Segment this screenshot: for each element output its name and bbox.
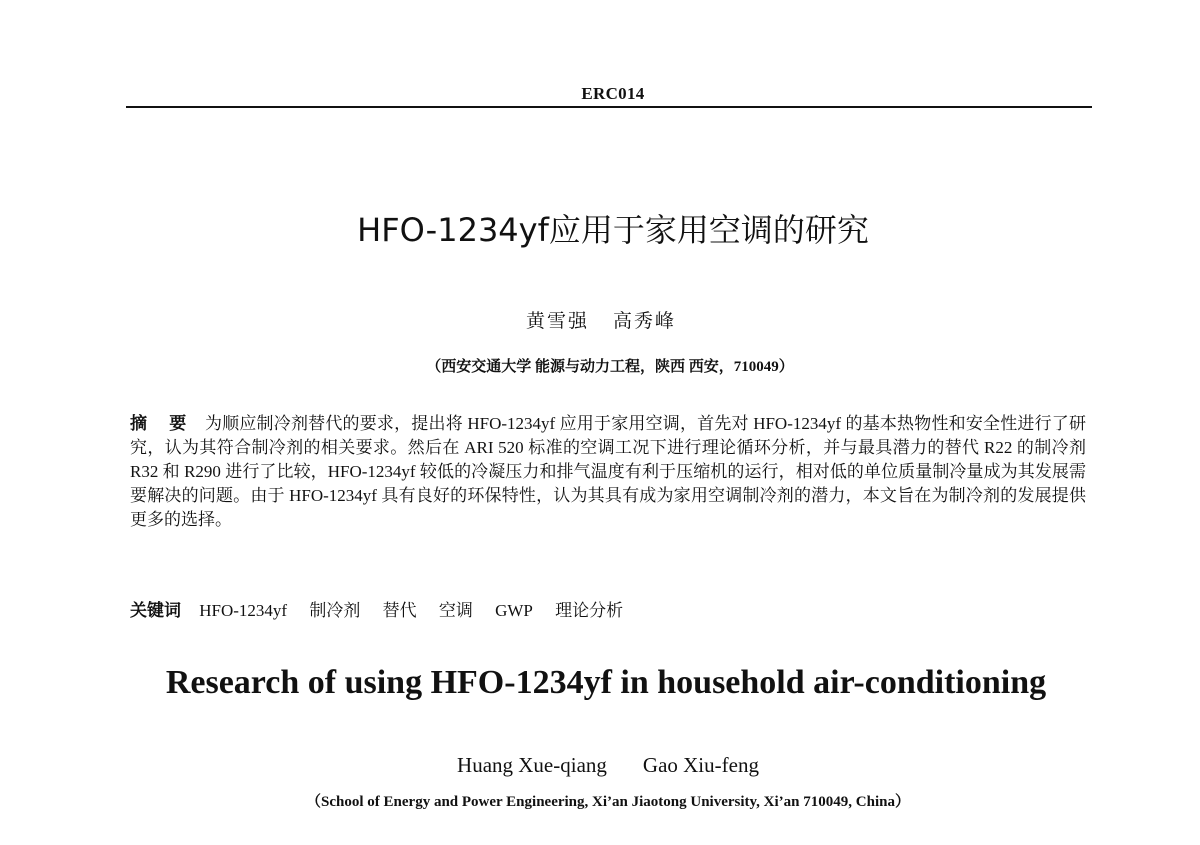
keyword: 替代 bbox=[382, 601, 417, 620]
abstract-label: 摘 要 bbox=[130, 414, 195, 434]
abstract-text: 为顺应制冷剂替代的要求，提出将 HFO-1234yf 应用于家用空调，首先对 HFO-1234yf 的基本热物性和安全性进行了研究，认为其符合制冷剂的相关要求。然后在 ARI 520 标准的空调工况下进行理论循环分析，并与最具潜力的替代 R22 的制冷剂 R32 和 R290 进行了比较，HFO-1234yf 较低的冷凝压力和排气温度有利于压缩机的运行，相对低的单位质量制冷量成为其发展需要解决的问题。由于 HFO-1234yf 具有良好的环保特性，认为其具有成为家用空调制冷剂的潜力，本文旨在为制冷剂的发展提供更多的选择。 bbox=[130, 414, 1087, 529]
paper-code: ERC014 bbox=[581, 84, 645, 103]
keyword: 制冷剂 bbox=[309, 601, 361, 620]
keywords-label: 关键词 bbox=[130, 601, 181, 621]
chinese-title: HFO-1234yf应用于家用空调的研究 bbox=[357, 211, 869, 249]
chinese-author: 黄雪强 bbox=[526, 310, 590, 332]
chinese-affiliation: （西安交通大学 能源与动力工程，陕西 西安，710049） bbox=[426, 359, 794, 375]
header-rule bbox=[126, 106, 1092, 108]
english-author: Gao Xiu-feng bbox=[642, 753, 759, 777]
english-authors bbox=[0, 753, 1200, 778]
keyword: GWP bbox=[495, 601, 533, 620]
english-title: Research of using HFO-1234yf in household air-conditioning bbox=[165, 664, 1047, 701]
chinese-authors bbox=[526, 306, 700, 333]
chinese-abstract bbox=[130, 412, 1086, 532]
keyword: 理论分析 bbox=[555, 601, 624, 620]
keyword: HFO-1234yf bbox=[199, 601, 288, 620]
keyword: 空调 bbox=[438, 601, 473, 620]
chinese-author: 高秀峰 bbox=[613, 310, 677, 332]
english-author: Huang Xue-qiang bbox=[457, 753, 607, 777]
chinese-keywords bbox=[130, 599, 1086, 623]
english-affiliation: （School of Energy and Power Engineering, Xi’an Jiaotong University, Xi’an 710049, China） bbox=[306, 794, 910, 810]
